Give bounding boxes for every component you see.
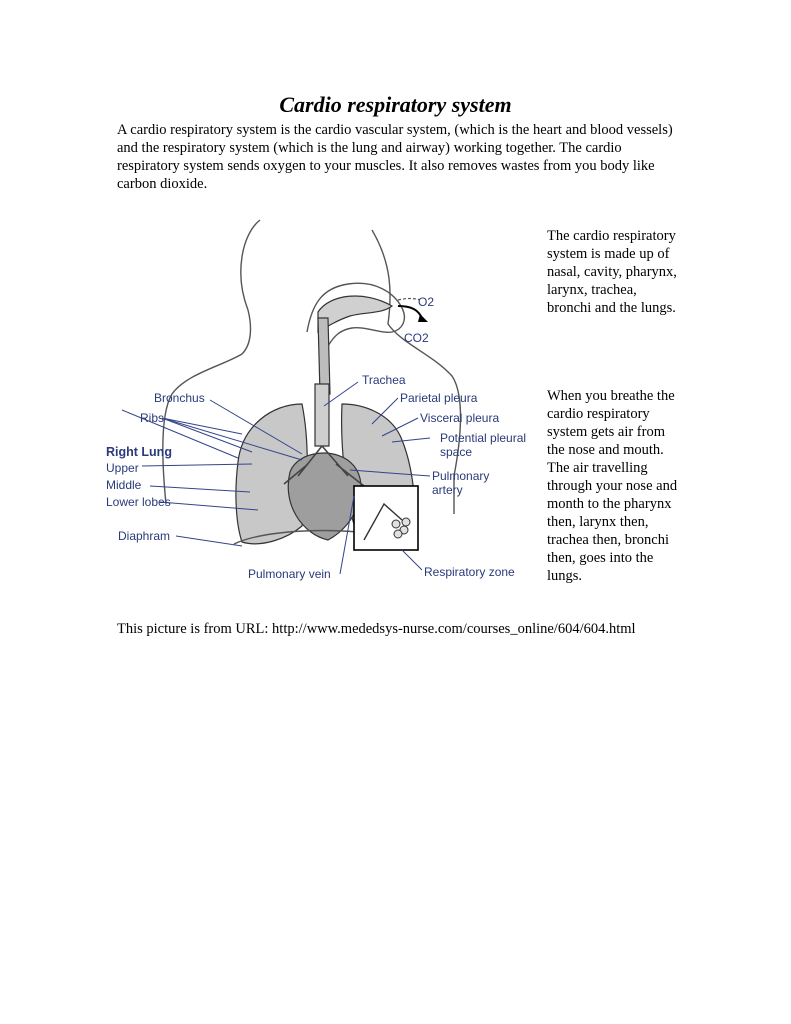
label-o2: O2: [418, 295, 435, 309]
label-diaphram: Diaphram: [118, 529, 171, 543]
label-visceral-pleura: Visceral pleura: [420, 411, 500, 425]
page-title: Cardio respiratory system: [279, 92, 512, 117]
label-right-lung: Right Lung: [106, 445, 172, 459]
label-upper: Upper: [106, 461, 139, 475]
label-potential-pleural-space-2: space: [440, 445, 473, 459]
respiratory-zone-inset: [354, 486, 418, 550]
label-ribs: Ribs: [140, 411, 165, 425]
source-note: This picture is from URL: http://www.mededsys-nurse.com/courses_online/604/604.html: [117, 621, 636, 637]
label-co2: CO2: [404, 331, 429, 345]
trachea-shape: [315, 384, 329, 446]
label-pulmonary-artery-1: Pulmonary: [432, 469, 490, 483]
label-trachea: Trachea: [362, 373, 406, 387]
label-respiratory-zone: Respiratory zone: [424, 565, 515, 579]
label-pulmonary-vein: Pulmonary vein: [248, 567, 331, 581]
label-pulmonary-artery-2: artery: [432, 483, 463, 497]
side-paragraph-breathing: When you breathe the cardio respiratory system gets air from the nose and mouth. The air travelling through your nose and month to the pharynx then, larynx then, trachea then, bronchi then, goes into the lungs.: [547, 388, 678, 584]
pharynx-shape: [318, 318, 330, 394]
intro-paragraph: A cardio respiratory system is the cardio vascular system, (which is the heart and blood vessels) and the respiratory system (which is the lung and airway) working together. The cardio respiratory system sends oxygen to your muscles. It also removes wastes from you body like carbon dioxide.: [117, 122, 673, 192]
label-parietal-pleura: Parietal pleura: [400, 391, 478, 405]
label-middle: Middle: [106, 478, 142, 492]
label-bronchus: Bronchus: [154, 391, 205, 405]
label-lower-lobes: Lower lobes: [106, 495, 171, 509]
cardio-respiratory-diagram: [102, 214, 534, 586]
nasal-cavity-shape: [318, 296, 392, 332]
label-potential-pleural-space-1: Potential pleural: [440, 431, 527, 445]
side-paragraph-components: The cardio respiratory system is made up of nasal, cavity, pharynx, larynx, trachea, bronchi and the lungs.: [547, 228, 677, 316]
